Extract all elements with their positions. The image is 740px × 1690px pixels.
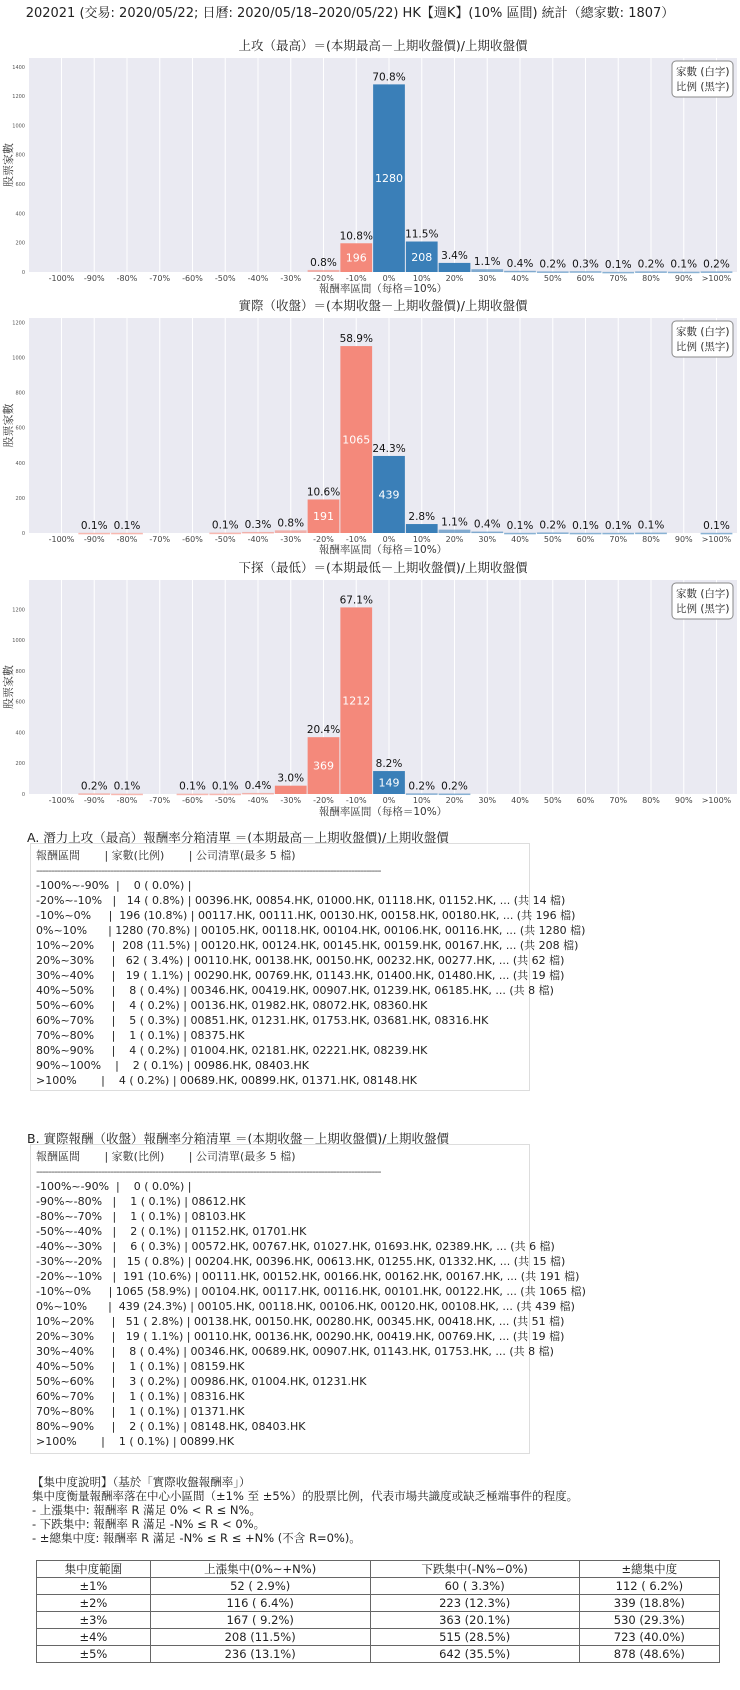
list-row: -20%~-10% | 14 ( 0.8%) | 00396.HK, 00854.HK, 01000.HK, 01118.HK, 01152.HK, ... (共 14 檔): [36, 894, 566, 907]
table-row: [37, 1646, 720, 1663]
concentration-notes: [32, 1475, 578, 1545]
y-axis-label: 股票家數: [2, 143, 15, 187]
list-row: >100% | 4 ( 0.2%) | 00689.HK, 00899.HK, 01371.HK, 08148.HK: [36, 1074, 417, 1087]
bar-percent-label: 0.1%: [80, 519, 108, 532]
list-row: >100% | 1 ( 0.1%) | 00899.HK: [36, 1435, 235, 1448]
x-tick-label: 20%: [445, 796, 464, 805]
bar-percent-label: 0.1%: [637, 519, 665, 532]
bar-percent-label: 0.2%: [539, 519, 567, 532]
main-title: 202021 (交易: 2020/05/22; 日曆: 2020/05/18–2020/05/22) HK【週K】(10% 區間) 統計（總家數: 1807）: [25, 6, 675, 21]
legend-text: 家數 (白字): [676, 326, 730, 338]
x-tick-label: 50%: [543, 535, 562, 544]
bar: [308, 270, 340, 272]
table-cell: 530 (29.3%): [579, 1612, 719, 1629]
list-row: 0%~10% | 439 (24.3%) | 00105.HK, 00118.HK, 00106.HK, 00120.HK, 00108.HK, ... (共 439 檔): [36, 1300, 575, 1313]
bar-percent-label: 58.9%: [339, 333, 373, 346]
list-row: -50%~-40% | 2 ( 0.1%) | 01152.HK, 01701.HK: [36, 1225, 307, 1238]
concentration-note-line: - ±總集中度: 報酬率 R 滿足 -N% ≤ R ≤ +N% (不含 R=0%)。: [32, 1531, 361, 1545]
x-tick-label: -60%: [182, 274, 203, 283]
table-cell: 52 ( 2.9%): [150, 1578, 370, 1595]
bar: [537, 532, 569, 534]
x-tick-label: 70%: [609, 796, 628, 805]
bar-count-label: 196: [345, 251, 367, 265]
histogram-low: [0, 560, 740, 822]
bar: [471, 269, 503, 272]
list-row: -30%~-20% | 15 ( 0.8%) | 00204.HK, 00396.HK, 00613.HK, 01255.HK, 01332.HK, ... (共 15 檔): [36, 1255, 566, 1268]
bar: [471, 532, 503, 534]
concentration-note-line: - 上漲集中: 報酬率 R 滿足 0% < R ≤ N%。: [32, 1503, 261, 1517]
table-cell: 363 (20.1%): [370, 1612, 579, 1629]
histogram-high: [0, 0, 740, 300]
y-tick-label: 1200: [12, 607, 25, 614]
x-tick-label: -80%: [116, 274, 138, 283]
table-row: [37, 1629, 720, 1646]
x-tick-label: -50%: [214, 274, 236, 283]
bar-percent-label: 1.1%: [473, 256, 501, 269]
x-tick-label: -40%: [247, 274, 269, 283]
bar-percent-label: 0.1%: [604, 258, 632, 271]
x-tick-label: 10%: [412, 796, 431, 805]
bar-percent-label: 0.2%: [703, 258, 730, 271]
bar-count-label: 208: [411, 250, 433, 264]
x-tick-label: 70%: [609, 274, 628, 283]
bar-percent-label: 0.1%: [703, 519, 730, 532]
x-tick-label: -10%: [345, 796, 367, 805]
x-tick-label: -30%: [280, 274, 302, 283]
y-tick-label: 1000: [12, 355, 25, 362]
x-tick-label: 0%: [382, 274, 396, 283]
x-tick-label: -50%: [214, 535, 236, 544]
x-tick-label: -20%: [313, 796, 334, 805]
x-tick-label: 10%: [412, 535, 431, 544]
table-cell: ±4%: [37, 1629, 151, 1646]
bar-percent-label: 10.6%: [306, 486, 341, 499]
legend-text: 家數 (白字): [676, 66, 730, 78]
bar: [177, 794, 209, 796]
y-tick-label: 600: [15, 182, 25, 189]
bar-percent-label: 1.1%: [441, 516, 468, 529]
table-row: [37, 1612, 720, 1629]
bar: [439, 794, 471, 796]
list-row: 10%~20% | 51 ( 2.8%) | 00138.HK, 00150.HK, 00280.HK, 00345.HK, 00418.HK, ... (共 51 檔): [36, 1315, 565, 1328]
bar: [275, 786, 307, 794]
list-row: 0%~10% | 1280 (70.8%) | 00105.HK, 00118.HK, 00104.HK, 00106.HK, 00116.HK, ... (共 1280 檔): [36, 924, 586, 937]
y-axis-label: 股票家數: [2, 403, 15, 448]
x-tick-label: 40%: [511, 535, 529, 544]
legend-text: 比例 (黑字): [676, 603, 730, 615]
x-tick-label: 60%: [576, 274, 595, 283]
x-tick-label: 80%: [642, 796, 660, 805]
x-tick-label: -60%: [182, 535, 203, 544]
bar-count-label: 1065: [342, 433, 371, 447]
y-tick-label: 400: [15, 730, 25, 737]
x-tick-label: >100%: [701, 535, 732, 544]
list-row: 70%~80% | 1 ( 0.1%) | 01371.HK: [36, 1405, 245, 1418]
bar-count-label: 1212: [342, 694, 371, 708]
x-tick-label: 30%: [478, 796, 497, 805]
x-tick-label: 20%: [445, 535, 464, 544]
x-axis-label: 報酬率區間（每格＝10%）: [318, 806, 448, 818]
bar-percent-label: 0.2%: [539, 258, 567, 271]
x-tick-label: 30%: [478, 274, 497, 283]
chart-title: 下探（最低）＝(本期最低－上期收盤價)/上期收盤價: [238, 560, 528, 575]
x-tick-label: 70%: [609, 535, 628, 544]
y-tick-label: 800: [15, 668, 25, 675]
x-tick-label: >100%: [701, 274, 732, 283]
y-axis-label: 股票家數: [2, 665, 15, 709]
bar: [537, 271, 569, 273]
x-tick-label: -10%: [345, 274, 367, 283]
list-row: -100%~-90% | 0 ( 0.0%) |: [36, 1180, 192, 1193]
x-tick-label: -40%: [247, 535, 269, 544]
bar: [439, 263, 471, 272]
x-tick-label: -10%: [345, 535, 367, 544]
table-cell: 878 (48.6%): [579, 1646, 719, 1663]
column-header: 集中度範圍: [37, 1561, 151, 1578]
bar: [111, 794, 143, 796]
bar-percent-label: 0.2%: [80, 780, 108, 793]
bar-percent-label: 0.1%: [211, 519, 239, 532]
bar: [78, 793, 110, 795]
x-tick-label: -70%: [149, 796, 171, 805]
concentration-table: [36, 1560, 720, 1663]
x-tick-label: 80%: [642, 274, 660, 283]
x-tick-label: 90%: [674, 796, 693, 805]
table-cell: 723 (40.0%): [579, 1629, 719, 1646]
column-header: ±總集中度: [579, 1561, 719, 1578]
bar-count-label: 191: [313, 510, 334, 524]
bar: [406, 524, 438, 533]
x-tick-label: 60%: [576, 535, 595, 544]
bar: [439, 530, 471, 533]
bar-percent-label: 11.5%: [405, 228, 439, 241]
bar-percent-label: 0.8%: [310, 256, 337, 269]
chart-title: 上攻（最高）＝(本期最高－上期收盤價)/上期收盤價: [238, 38, 528, 53]
bar-percent-label: 20.4%: [306, 724, 341, 737]
x-tick-label: -30%: [280, 796, 302, 805]
list-b-title: B. 實際報酬（收盤）報酬率分箱清單 ＝(本期收盤－上期收盤價)/上期收盤價: [27, 1131, 449, 1146]
x-tick-label: 30%: [478, 535, 497, 544]
bar-percent-label: 0.1%: [113, 780, 141, 793]
x-tick-label: 0%: [382, 796, 396, 805]
x-tick-label: >100%: [701, 796, 732, 805]
table-cell: ±2%: [37, 1595, 151, 1612]
x-tick-label: -100%: [48, 535, 75, 544]
bar-percent-label: 24.3%: [372, 442, 406, 455]
bar-percent-label: 0.1%: [670, 258, 698, 271]
list-a-header: 報酬區間 | 家數(比例) | 公司清單(最多 5 檔): [36, 849, 296, 862]
table-cell: 112 ( 6.2%): [579, 1578, 719, 1595]
bar: [406, 793, 438, 795]
legend-text: 家數 (白字): [676, 588, 730, 600]
bar: [242, 532, 274, 534]
list-row: -40%~-30% | 6 ( 0.3%) | 00572.HK, 00767.HK, 01027.HK, 01693.HK, 02389.HK, ... (共 6 檔): [36, 1240, 555, 1253]
y-tick-label: 400: [15, 460, 25, 467]
bar-percent-label: 0.3%: [244, 518, 272, 531]
table-cell: 236 (13.1%): [150, 1646, 370, 1663]
bar-percent-label: 0.8%: [277, 517, 305, 530]
table-cell: 223 (12.3%): [370, 1595, 579, 1612]
x-tick-label: 90%: [674, 535, 693, 544]
bar: [242, 793, 274, 795]
x-tick-label: -70%: [149, 274, 171, 283]
bar: [209, 794, 241, 796]
list-b-header: 報酬區間 | 家數(比例) | 公司清單(最多 5 檔): [36, 1150, 296, 1163]
list-row: -90%~-80% | 1 ( 0.1%) | 08612.HK: [36, 1195, 246, 1208]
bar: [209, 533, 241, 535]
table-cell: ±5%: [37, 1646, 151, 1663]
x-tick-label: -80%: [116, 796, 138, 805]
list-row: 60%~70% | 5 ( 0.3%) | 00851.HK, 01231.HK, 01753.HK, 03681.HK, 08316.HK: [36, 1014, 489, 1027]
y-tick-label: 800: [15, 390, 25, 397]
x-tick-label: -40%: [247, 796, 269, 805]
x-tick-label: 60%: [576, 796, 595, 805]
list-a-divider: --------------------------------------------------------------------------------------------------------------------: [36, 864, 381, 877]
x-tick-label: 90%: [674, 274, 693, 283]
chart-title: 實際（收盤）＝(本期收盤－上期收盤價)/上期收盤價: [238, 298, 528, 313]
list-row: 30%~40% | 19 ( 1.1%) | 00290.HK, 00769.HK, 01143.HK, 01400.HK, 01480.HK, ... (共 19 檔): [36, 969, 565, 982]
list-row: -20%~-10% | 191 (10.6%) | 00111.HK, 00152.HK, 00166.HK, 00162.HK, 00167.HK, ... (共 191 檔): [36, 1270, 580, 1283]
x-tick-label: -100%: [48, 796, 75, 805]
column-header: 上漲集中(0%~+N%): [150, 1561, 370, 1578]
bar-percent-label: 3.4%: [441, 249, 468, 262]
bar: [635, 533, 667, 535]
concentration-note-line: 【集中度說明】（基於「實際收盤報酬率」）: [32, 1475, 251, 1489]
table-row: [37, 1595, 720, 1612]
concentration-note-line: - 下跌集中: 報酬率 R 滿足 -N% ≤ R < 0%。: [32, 1517, 266, 1531]
bar-percent-label: 0.4%: [244, 779, 272, 792]
list-row: 40%~50% | 1 ( 0.1%) | 08159.HK: [36, 1360, 245, 1373]
x-tick-label: 20%: [445, 274, 464, 283]
y-tick-label: 1000: [12, 638, 25, 645]
bar-percent-label: 0.4%: [473, 518, 501, 531]
table-cell: 515 (28.5%): [370, 1629, 579, 1646]
table-cell: 339 (18.8%): [579, 1595, 719, 1612]
x-tick-label: -20%: [313, 535, 334, 544]
y-tick-label: 200: [15, 240, 25, 247]
legend-text: 比例 (黑字): [676, 81, 730, 93]
list-row: 10%~20% | 208 (11.5%) | 00120.HK, 00124.HK, 00145.HK, 00159.HK, 00167.HK, ... (共 208 檔): [36, 939, 579, 952]
x-axis-label: 報酬率區間（每格＝10%）: [318, 283, 448, 295]
list-row: 20%~30% | 62 ( 3.4%) | 00110.HK, 00138.HK, 00150.HK, 00232.HK, 00277.HK, ... (共 62 檔): [36, 954, 565, 967]
bar-count-label: 369: [313, 759, 334, 773]
bar-percent-label: 0.1%: [211, 780, 239, 793]
bar: [504, 271, 536, 273]
table-cell: ±1%: [37, 1578, 151, 1595]
list-b-divider: --------------------------------------------------------------------------------------------------------------------: [36, 1165, 381, 1178]
bar-count-label: 1280: [375, 172, 403, 186]
x-tick-label: -50%: [214, 796, 236, 805]
bar: [668, 272, 700, 274]
y-tick-label: 1000: [12, 123, 25, 130]
table-row: [37, 1578, 720, 1595]
column-header: 下跌集中(-N%~0%): [370, 1561, 579, 1578]
bar-percent-label: 0.2%: [637, 258, 665, 271]
x-tick-label: -30%: [280, 535, 302, 544]
bar-count-label: 149: [378, 776, 400, 790]
table-cell: 167 ( 9.2%): [150, 1612, 370, 1629]
list-row: 80%~90% | 4 ( 0.2%) | 01004.HK, 02181.HK, 02221.HK, 08239.HK: [36, 1044, 428, 1057]
bar: [570, 271, 602, 273]
x-tick-label: -80%: [116, 535, 138, 544]
list-row: 50%~60% | 3 ( 0.2%) | 00986.HK, 01004.HK, 01231.HK: [36, 1375, 367, 1388]
list-row: 80%~90% | 2 ( 0.1%) | 08148.HK, 08403.HK: [36, 1420, 306, 1433]
y-tick-label: 1200: [12, 320, 25, 327]
list-row: 90%~100% | 2 ( 0.1%) | 00986.HK, 08403.HK: [36, 1059, 309, 1072]
bar-percent-label: 3.0%: [277, 772, 305, 785]
bar-percent-label: 0.2%: [408, 780, 436, 793]
x-tick-label: -20%: [313, 274, 334, 283]
list-row: -100%~-90% | 0 ( 0.0%) |: [36, 879, 192, 892]
x-tick-label: 50%: [543, 796, 562, 805]
y-tick-label: 600: [15, 425, 25, 432]
concentration-note-line: 集中度衡量報酬率落在中心小區間（±1% 至 ±5%）的股票比例，代表市場共識度或缺乏極端事件的程度。: [32, 1489, 579, 1503]
x-tick-label: -90%: [83, 274, 105, 283]
bar-percent-label: 67.1%: [339, 594, 373, 607]
y-tick-label: 0: [21, 792, 25, 798]
list-row: 60%~70% | 1 ( 0.1%) | 08316.HK: [36, 1390, 245, 1403]
histogram-close: [0, 298, 740, 560]
y-tick-label: 200: [15, 495, 25, 502]
y-tick-label: 400: [15, 211, 25, 218]
bar-percent-label: 0.1%: [604, 519, 632, 532]
table-cell: 642 (35.5%): [370, 1646, 579, 1663]
bar-percent-label: 0.3%: [572, 258, 599, 271]
table-cell: 208 (11.5%): [150, 1629, 370, 1646]
bar-percent-label: 0.2%: [441, 780, 468, 793]
bar-percent-label: 2.8%: [408, 511, 436, 524]
x-tick-label: -60%: [182, 796, 203, 805]
bar: [701, 271, 733, 273]
list-a-box: [30, 843, 586, 1091]
table-cell: 60 ( 3.3%): [370, 1578, 579, 1595]
x-tick-label: -90%: [83, 535, 105, 544]
x-tick-label: -100%: [48, 274, 75, 283]
x-tick-label: 10%: [412, 274, 431, 283]
bar-percent-label: 0.1%: [179, 780, 206, 793]
y-tick-label: 0: [21, 531, 25, 537]
bar-percent-label: 10.8%: [339, 230, 373, 243]
bar-percent-label: 8.2%: [375, 758, 403, 771]
bar-percent-label: 0.1%: [572, 519, 599, 532]
list-row: -10%~0% | 196 (10.8%) | 00117.HK, 00111.HK, 00130.HK, 00158.HK, 00180.HK, ... (共 196 檔): [36, 909, 576, 922]
bar: [275, 530, 307, 533]
bar-percent-label: 0.1%: [113, 519, 141, 532]
x-tick-label: 40%: [511, 274, 529, 283]
y-tick-label: 0: [21, 270, 25, 276]
y-tick-label: 200: [15, 761, 25, 768]
x-tick-label: 50%: [543, 274, 562, 283]
list-row: 70%~80% | 1 ( 0.1%) | 08375.HK: [36, 1029, 245, 1042]
list-row: 50%~60% | 4 ( 0.2%) | 00136.HK, 01982.HK, 08072.HK, 08360.HK: [36, 999, 428, 1012]
y-tick-label: 1200: [12, 94, 25, 101]
list-a-title: A. 潛力上攻（最高）報酬率分箱清單 ＝(本期最高－上期收盤價)/上期收盤價: [27, 830, 449, 845]
y-tick-label: 600: [15, 699, 25, 706]
bar-percent-label: 70.8%: [372, 71, 406, 84]
y-tick-label: 1400: [12, 64, 25, 71]
x-axis-label: 報酬率區間（每格＝10%）: [318, 544, 448, 556]
bar: [635, 271, 667, 273]
list-row: 20%~30% | 19 ( 1.1%) | 00110.HK, 00136.HK, 00290.HK, 00419.HK, 00769.HK, ... (共 19 檔): [36, 1330, 565, 1343]
bar-count-label: 439: [378, 488, 400, 502]
list-row: 30%~40% | 8 ( 0.4%) | 00346.HK, 00689.HK, 00907.HK, 01143.HK, 01753.HK, ... (共 8 檔): [36, 1345, 554, 1358]
x-tick-label: -90%: [83, 796, 105, 805]
bar-percent-label: 0.4%: [506, 257, 534, 270]
list-row: 40%~50% | 8 ( 0.4%) | 00346.HK, 00419.HK, 00907.HK, 01239.HK, 06185.HK, ... (共 8 檔): [36, 984, 554, 997]
x-tick-label: -70%: [149, 535, 171, 544]
x-tick-label: 0%: [382, 535, 396, 544]
y-tick-label: 800: [15, 152, 25, 159]
list-row: -80%~-70% | 1 ( 0.1%) | 08103.HK: [36, 1210, 246, 1223]
list-row: -10%~0% | 1065 (58.9%) | 00104.HK, 00117.HK, 00116.HK, 00101.HK, 00122.HK, ... (共 1065 檔): [36, 1285, 586, 1298]
x-tick-label: 80%: [642, 535, 660, 544]
x-tick-label: 40%: [511, 796, 529, 805]
bar-percent-label: 0.1%: [506, 519, 534, 532]
table-cell: ±3%: [37, 1612, 151, 1629]
table-cell: 116 ( 6.4%): [150, 1595, 370, 1612]
list-b-box: [30, 1144, 586, 1454]
legend-text: 比例 (黑字): [676, 341, 730, 353]
